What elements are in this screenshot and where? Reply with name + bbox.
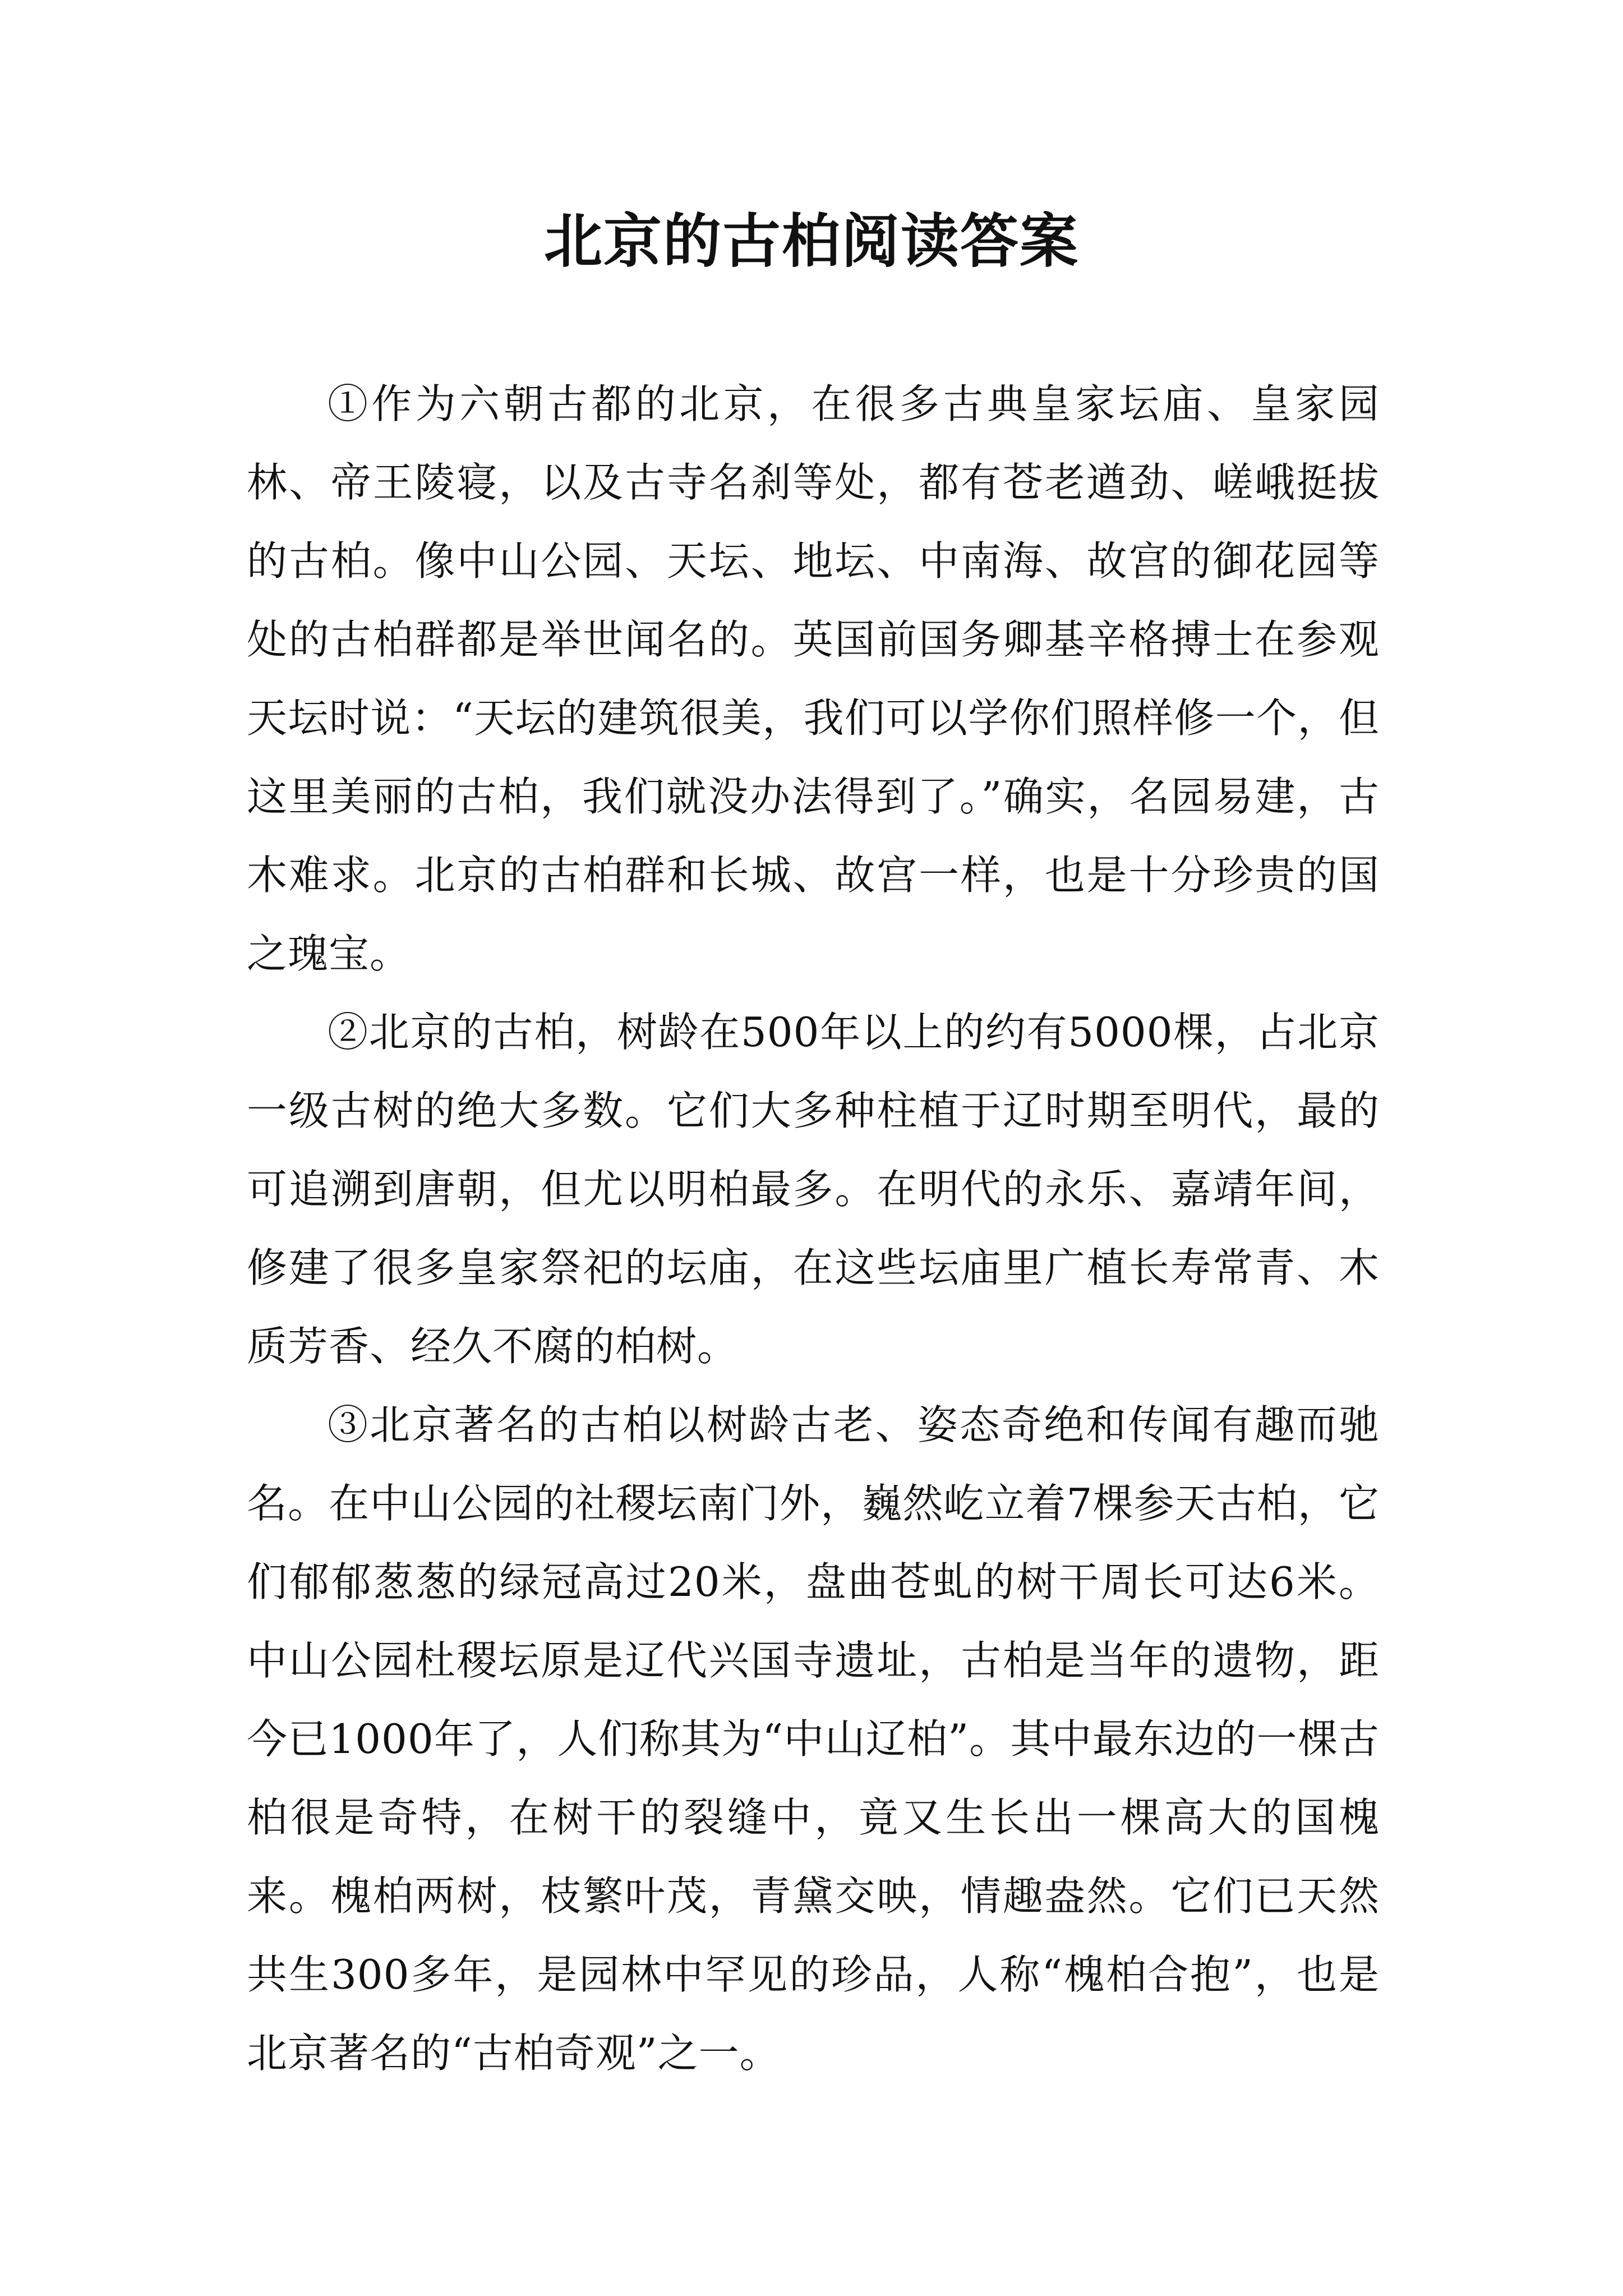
paragraph-3: ③北京著名的古柏以树龄古老、姿态奇绝和传闻有趣而驰名。在中山公园的社稷坛南门外，巍然屹立着7棵参天古柏，它们郁郁葱葱的绿冠高过20米，盘曲苍虬的树干周长可达6米。中山公园杜稷坛原是辽代兴国寺遗址，古柏是当年的遗物，距今已1000年了，人们称其为“中山辽柏”。其中最东边的一棵古柏很是奇特，在树干的裂缝中，竟又生长出一棵高大的国槐来。槐柏两树，枝繁叶茂，青黛交映，情趣盎然。它们已天然共生300多年，是园林中罕见的珍品，人称“槐柏合抱”，也是北京著名的“古柏奇观”之一。 [247, 1401, 1380, 2077]
paragraph-2: ②北京的古柏，树龄在500年以上的约有5000棵，占北京一级古树的绝大多数。它们大多种柱植于辽时期至明代，最的可追溯到唐朝，但尤以明柏最多。在明代的永乐、嘉靖年间，修建了很多皇家祭祀的坛庙，在这些坛庙里广植长寿常青、木质芳香、经久不腐的柏树。 [247, 1009, 1380, 1370]
article-body [247, 365, 1380, 2092]
paragraph-1: ①作为六朝古都的北京，在很多古典皇家坛庙、皇家园林、帝王陵寝，以及古寺名刹等处，都有苍老遒劲、嵯峨挺拔的古柏。像中山公园、天坛、地坛、中南海、故宫的御花园等处的古柏群都是举世闻名的。英国前国务卿基辛格搏士在参观天坛时说：“天坛的建筑很美，我们可以学你们照样修一个，但这里美丽的古柏，我们就没办法得到了。”确实，名园易建，古木难求。北京的古柏群和长城、故宫一样，也是十分珍贵的国之瑰宝。 [247, 380, 1380, 977]
document-title: 北京的古柏阅读答案 [543, 207, 1079, 275]
